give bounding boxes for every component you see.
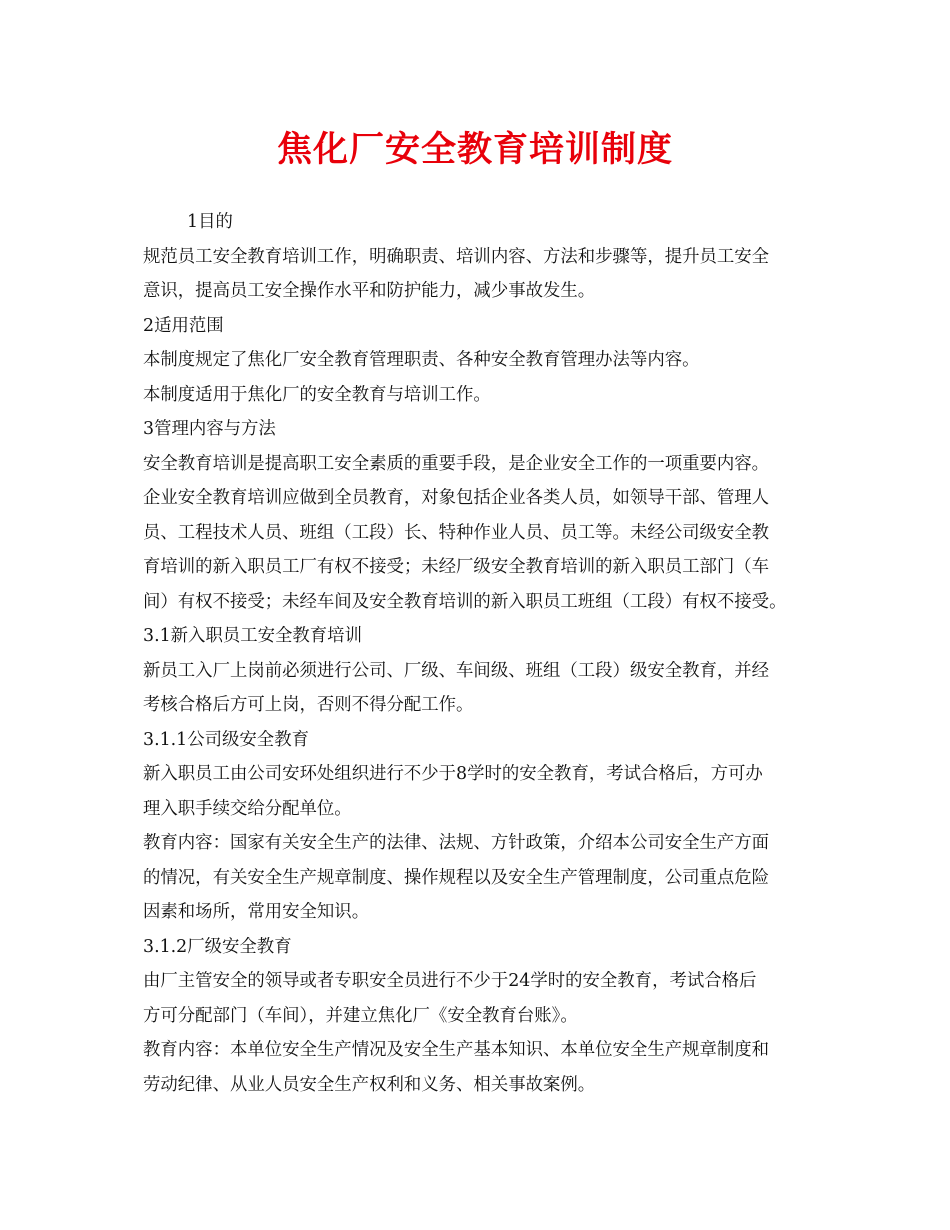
paragraph-line: 员、工程技术人员、班组（工段）长、特种作业人员、员工等。未经公司级安全教 <box>143 522 770 543</box>
section-heading-scope: 2适用范围 <box>143 315 224 336</box>
paragraph-line: 规范员工安全教育培训工作，明确职责、培训内容、方法和步骤等，提升员工安全 <box>143 246 770 267</box>
paragraph-line: 本制度适用于焦化厂的安全教育与培训工作。 <box>143 384 491 405</box>
paragraph-line: 安全教育培训是提高职工安全素质的重要手段，是企业安全工作的一项重要内容。 <box>143 453 770 474</box>
section-heading-plant-level: 3.1.2厂级安全教育 <box>143 936 292 957</box>
paragraph-line: 教育内容：国家有关安全生产的法律、法规、方针政策，介绍本公司安全生产方面 <box>143 833 770 853</box>
paragraph-line: 由厂主管安全的领导或者专职安全员进行不少于24学时的安全教育，考试合格后 <box>143 971 757 991</box>
paragraph-line: 育培训的新入职员工厂有权不接受；未经厂级安全教育培训的新入职员工部门（车 <box>143 557 770 577</box>
document-body <box>143 205 818 1102</box>
paragraph-line: 教育内容：本单位安全生产情况及安全生产基本知识、本单位安全生产规章制度和 <box>143 1040 770 1060</box>
paragraph-line: 新员工入厂上岗前必须进行公司、厂级、车间级、班组（工段）级安全教育，并经 <box>143 660 770 681</box>
paragraph-line: 意识，提高员工安全操作水平和防护能力，减少事故发生。 <box>143 281 596 301</box>
paragraph-line: 理入职手续交给分配单位。 <box>143 798 352 819</box>
section-heading-purpose: 1目的 <box>187 212 233 232</box>
paragraph-line: 本制度规定了焦化厂安全教育管理职责、各种安全教育管理办法等内容。 <box>143 350 700 370</box>
paragraph-line: 因素和场所，常用安全知识。 <box>143 902 370 922</box>
paragraph-line: 间）有权不接受；未经车间及安全教育培训的新入职员工班组（工段）有权不接受。 <box>143 591 787 612</box>
paragraph-line: 企业安全教育培训应做到全员教育，对象包括企业各类人员，如领导干部、管理人 <box>143 488 770 508</box>
paragraph-line: 方可分配部门（车间），并建立焦化厂《安全教育台账》。 <box>143 1005 578 1026</box>
document-title: 焦化厂安全教育培训制度 <box>276 129 673 170</box>
paragraph-line: 新入职员工由公司安环处组织进行不少于8学时的安全教育，考试合格后，方可办 <box>143 764 763 784</box>
paragraph-line: 考核合格后方可上岗，否则不得分配工作。 <box>143 695 474 715</box>
section-heading-new-staff: 3.1新入职员工安全教育培训 <box>143 626 362 646</box>
paragraph-line: 的情况，有关安全生产规章制度、操作规程以及安全生产管理制度，公司重点危险 <box>143 867 770 888</box>
section-heading-company-level: 3.1.1公司级安全教育 <box>143 729 309 750</box>
paragraph-line: 劳动纪律、从业人员安全生产权利和义务、相关事故案例。 <box>143 1074 596 1095</box>
section-heading-management: 3管理内容与方法 <box>143 419 276 439</box>
